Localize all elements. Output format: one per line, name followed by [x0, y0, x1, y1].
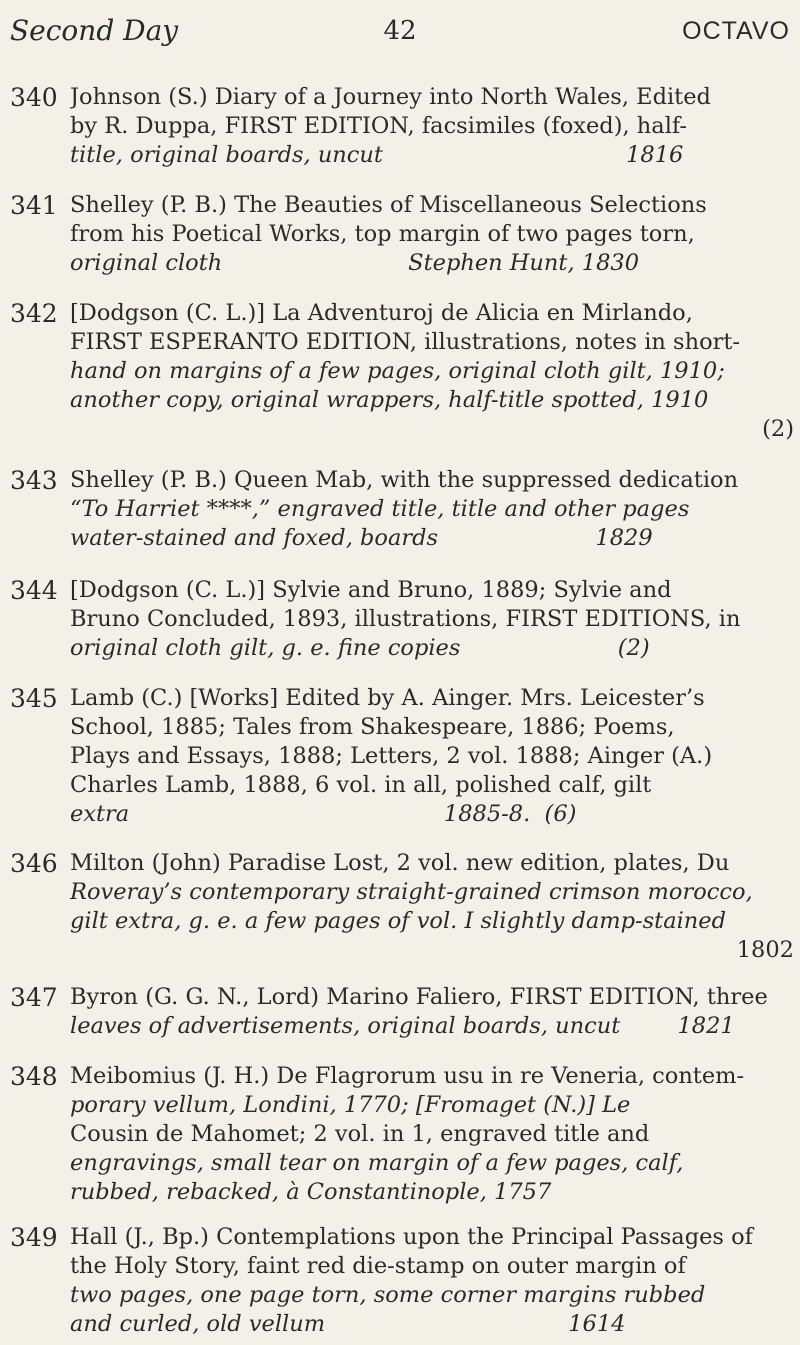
lot-number: 343 — [10, 466, 58, 495]
lot-description — [70, 1062, 794, 1207]
lot-description — [70, 299, 794, 444]
lot-line: water-stained and foxed, boards 1829 — [70, 525, 653, 551]
lot-number: 348 — [10, 1062, 58, 1091]
running-head — [10, 12, 790, 50]
lot-line: hand on margins of a few pages, original cloth gilt, 1910; — [70, 358, 725, 384]
lot-line: Milton (John) Paradise Lost, 2 vol. new edition, plates, Du — [70, 850, 730, 876]
lot-line: Hall (J., Bp.) Contemplations upon the Principal Passages of — [70, 1224, 754, 1250]
lot-number: 340 — [10, 83, 58, 112]
lot-line: the Holy Story, faint red die-stamp on outer margin of — [70, 1253, 686, 1279]
lot-line: [Dodgson (C. L.)] La Adventuroj de Alicia en Mirlando, — [70, 300, 693, 326]
lot-line: Lamb (C.) [Works] Edited by A. Ainger. Mrs. Leicester’s — [70, 685, 705, 711]
lot-number: 349 — [10, 1223, 58, 1252]
lot-number: 346 — [10, 849, 58, 878]
lot-date: 1802 — [736, 937, 794, 963]
lot-line: [Dodgson (C. L.)] Sylvie and Bruno, 1889; Sylvie and — [70, 577, 672, 603]
lot-line: Meibomius (J. H.) De Flagrorum usu in re Veneria, contem- — [70, 1063, 745, 1089]
lot-line: rubbed, rebacked, à Constantinople, 1757 — [70, 1179, 552, 1205]
lot-line: School, 1885; Tales from Shakespeare, 1886; Poems, — [70, 714, 675, 740]
lot-line: porary vellum, Londini, 1770; [Fromaget (N.)] Le — [70, 1092, 631, 1118]
lot-number: 344 — [10, 576, 58, 605]
lot-line: gilt extra, g. e. a few pages of vol. I slightly damp-stained — [70, 908, 727, 934]
lot-description — [70, 684, 794, 829]
lot-line: Byron (G. G. N., Lord) Marino Faliero, FIRST EDITION, three — [70, 984, 768, 1010]
lot-description — [70, 983, 794, 1041]
lot-line: FIRST ESPERANTO EDITION, illustrations, notes in short- — [70, 329, 741, 355]
lot-line: engravings, small tear on margin of a few pages, calf, — [70, 1150, 684, 1176]
running-head-right: OCTAVO — [682, 17, 790, 45]
lot-line: original cloth Stephen Hunt, 1830 — [70, 250, 640, 276]
lot-line: Roveray’s contemporary straight-grained crimson morocco, — [70, 879, 753, 905]
page-number: 42 — [383, 16, 417, 46]
lot-line: “To Harriet ****,” engraved title, title and other pages — [70, 496, 690, 522]
lot-line: Bruno Concluded, 1893, illustrations, FIRST EDITIONS, in — [70, 606, 741, 632]
lot-line: two pages, one page torn, some corner margins rubbed — [70, 1282, 706, 1308]
lot-line: and curled, old vellum 1614 — [70, 1311, 626, 1337]
lot-line: Plays and Essays, 1888; Letters, 2 vol. 1888; Ainger (A.) — [70, 743, 713, 769]
lot-line: leaves of advertisements, original boards, uncut 1821 — [70, 1013, 735, 1039]
lot-line: extra 1885-8. (6) — [70, 801, 577, 827]
lot-quantity: (2) — [762, 416, 794, 442]
lot-line: Charles Lamb, 1888, 6 vol. in all, polished calf, gilt — [70, 772, 652, 798]
lot-line: by R. Duppa, FIRST EDITION, facsimiles (foxed), half- — [70, 113, 688, 139]
lot-number: 341 — [10, 191, 58, 220]
lot-description — [70, 576, 794, 663]
lot-description — [70, 83, 794, 170]
lot-number: 347 — [10, 983, 58, 1012]
lot-line: Shelley (P. B.) Queen Mab, with the suppressed dedication — [70, 467, 739, 493]
lot-description — [70, 1223, 794, 1339]
lot-line: another copy, original wrappers, half-title spotted, 1910 — [70, 387, 709, 413]
running-head-left: Second Day — [10, 14, 179, 47]
lot-line: from his Poetical Works, top margin of two pages torn, — [70, 221, 695, 247]
lot-number: 342 — [10, 299, 58, 328]
lot-line: title, original boards, uncut 1816 — [70, 142, 684, 168]
lot-line: original cloth gilt, g. e. fine copies (2) — [70, 635, 650, 661]
lot-number: 345 — [10, 684, 58, 713]
lot-description — [70, 849, 794, 965]
lot-line: Johnson (S.) Diary of a Journey into North Wales, Edited — [70, 84, 711, 110]
lot-line: Cousin de Mahomet; 2 vol. in 1, engraved title and — [70, 1121, 650, 1147]
lot-line: Shelley (P. B.) The Beauties of Miscellaneous Selections — [70, 192, 707, 218]
lot-description — [70, 191, 794, 278]
lot-description — [70, 466, 794, 553]
